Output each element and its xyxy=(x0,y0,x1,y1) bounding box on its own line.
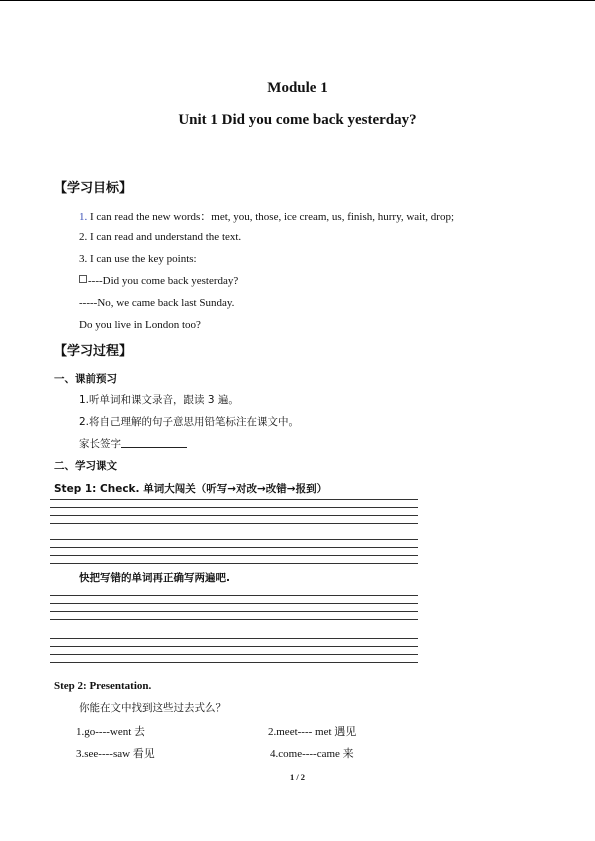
writing-line[interactable] xyxy=(50,539,418,540)
writing-line[interactable] xyxy=(50,662,418,663)
step2-question: 你能在文中找到这些过去式么？ xyxy=(79,702,226,714)
part1-item-2: 2.将自己理解的句子意思用铅笔标注在课文中。 xyxy=(79,416,300,428)
writing-line[interactable] xyxy=(50,646,418,647)
key-point-3: Do you live in London too? xyxy=(79,319,201,331)
verb-pair-3: 3.see----saw 看见 xyxy=(76,748,155,760)
objective-item-2: 2. I can read and understand the text. xyxy=(79,231,242,243)
parent-sign-label: 家长签字 xyxy=(79,438,121,450)
unit-title: Unit 1 Did you come back yesterday? xyxy=(178,112,417,128)
writing-line[interactable] xyxy=(50,515,418,516)
objective-item-1 xyxy=(79,208,454,224)
page-number: 1 / 2 xyxy=(289,772,306,782)
writing-line[interactable] xyxy=(50,619,418,620)
part2-title: 二、学习课文 xyxy=(54,460,117,472)
objectives-heading: 【学习目标】 xyxy=(54,181,133,196)
writing-line[interactable] xyxy=(50,555,418,556)
key-point-2: -----No, we came back last Sunday. xyxy=(79,297,235,309)
checkbox-icon xyxy=(79,275,87,283)
module-title: Module 1 xyxy=(267,80,328,96)
parent-sign-line xyxy=(79,436,187,451)
verb-pair-2: 2.meet---- met 遇见 xyxy=(268,726,357,738)
rewrite-prompt: 快把写错的单词再正确写两遍吧. xyxy=(79,572,230,584)
writing-line[interactable] xyxy=(50,611,418,612)
objective-item-1-number: 1. xyxy=(79,211,88,223)
writing-line[interactable] xyxy=(50,595,418,596)
parent-sign-blank[interactable] xyxy=(121,437,187,448)
writing-line[interactable] xyxy=(50,563,418,564)
verb-pair-4: 4.come----came 来 xyxy=(270,748,354,760)
step2-label: Step 2: Presentation. xyxy=(54,680,152,692)
part1-item-1: 1.听单词和课文录音，跟读 3 遍。 xyxy=(79,394,239,406)
writing-line[interactable] xyxy=(50,638,418,639)
writing-line[interactable] xyxy=(50,654,418,655)
key-point-1 xyxy=(79,275,238,287)
step1-label: Step 1: Check. 单词大闯关（听写→对改→改错→报到） xyxy=(54,483,328,495)
verb-pair-1: 1.go----went 去 xyxy=(76,726,146,738)
objective-item-1-text: I can read the new words：met, you, those, ice cream, us, finish, hurry, wait, drop; xyxy=(87,211,455,223)
writing-line[interactable] xyxy=(50,603,418,604)
process-heading: 【学习过程】 xyxy=(54,344,133,359)
writing-line[interactable] xyxy=(50,499,418,500)
writing-line[interactable] xyxy=(50,507,418,508)
top-border-line xyxy=(0,0,595,1)
objective-item-3: 3. I can use the key points: xyxy=(79,253,197,265)
writing-line[interactable] xyxy=(50,523,418,524)
writing-line[interactable] xyxy=(50,547,418,548)
part1-title: 一、课前预习 xyxy=(54,373,117,385)
key-point-1-text: ----Did you come back yesterday? xyxy=(88,275,239,287)
